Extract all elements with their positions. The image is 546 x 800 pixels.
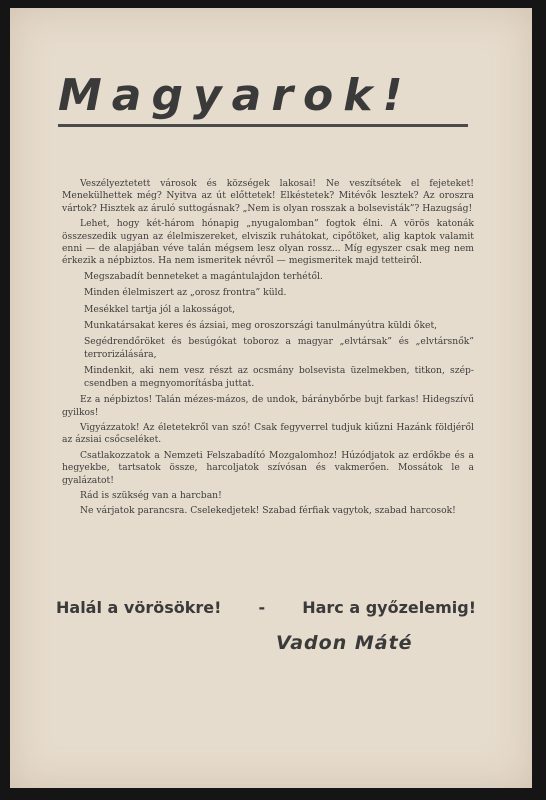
list-item: Mindenkit, aki nem vesz részt az ocsmány bolsevista üzelmekben, titkon, szép-csendben a megnyomorításba juttat. <box>84 365 474 389</box>
list-item: Munkatársakat keres és ázsiai, meg oroszországi tanulmányútra küldi őket, <box>84 320 438 332</box>
paragraph: Ez a népbiztos! Talán mézes-mázos, de undok, báránybőrbe bujt farkas! Hidegszívű gyilkos! <box>62 394 474 418</box>
paragraph: Veszélyeztetett városok és községek lakosai! Ne veszítsétek el fejeteket! Menekülhettek még? Nyitva az út előttetek! Elkéstetek? Mitévők lesztek? Az oroszra vártok? Hisztek az áruló suttogásnak? „Nem is olyan rosszak a bolsevisták”? Hazugság! <box>62 178 474 214</box>
headline: Magyarok! <box>58 70 413 121</box>
list-item: Megszabadít benneteket a magántulajdon terhétől. <box>84 270 323 282</box>
leaflet-body <box>62 178 474 521</box>
list-item: Mesékkel tartja jól a lakosságot, <box>84 303 236 315</box>
list-item: Minden élelmiszert az „orosz frontra” küld. <box>84 287 287 299</box>
signature: Vadon Máté <box>276 632 413 654</box>
leaflet-page <box>10 8 532 788</box>
paragraph: Rád is szükség van a harcban! <box>80 489 222 501</box>
paragraph: Ne várjatok parancsra. Cselekedjetek! Szabad férfiak vagytok, szabad harcosok! <box>80 505 456 517</box>
slogan-left: Halál a vörösökre! <box>56 598 222 617</box>
slogan-right: Harc a győzelemig! <box>302 598 476 617</box>
paragraph: Lehet, hogy két-három hónapig „nyugalomban” fogtok élni. A vörös katonák összeszedik ugyan az élelmiszereket, elviszik ruhátokat, cipőtöket, alig kaptok valamit enni — de alapjában véve talán mégsem lesz olyan rossz... Míg egyszer csak meg nem érkezik a népbiztos. Ha nem ismeritek névről — megismeritek majd tetteiről. <box>62 218 474 267</box>
slogan <box>56 598 476 617</box>
slogan-separator: - <box>258 598 266 617</box>
headline-underline <box>58 124 468 127</box>
paragraph: Vigyázzatok! Az életetekről van szó! Csak fegyverrel tudjuk kiűzni Hazánk földjéről az ázsiai csőcseléket. <box>62 421 474 446</box>
list-item: Segédrendőröket és besúgókat toboroz a magyar „elvtársak” és „elvtársnők” terrorizálására, <box>84 336 474 360</box>
paragraph: Csatlakozzatok a Nemzeti Felszabadító Mozgalomhoz! Húzódjatok az erdőkbe és a hegyekbe, tartsatok össze, harcoljatok szívósan és vakmerően. Mossátok le a gyalázatot! <box>62 449 474 486</box>
